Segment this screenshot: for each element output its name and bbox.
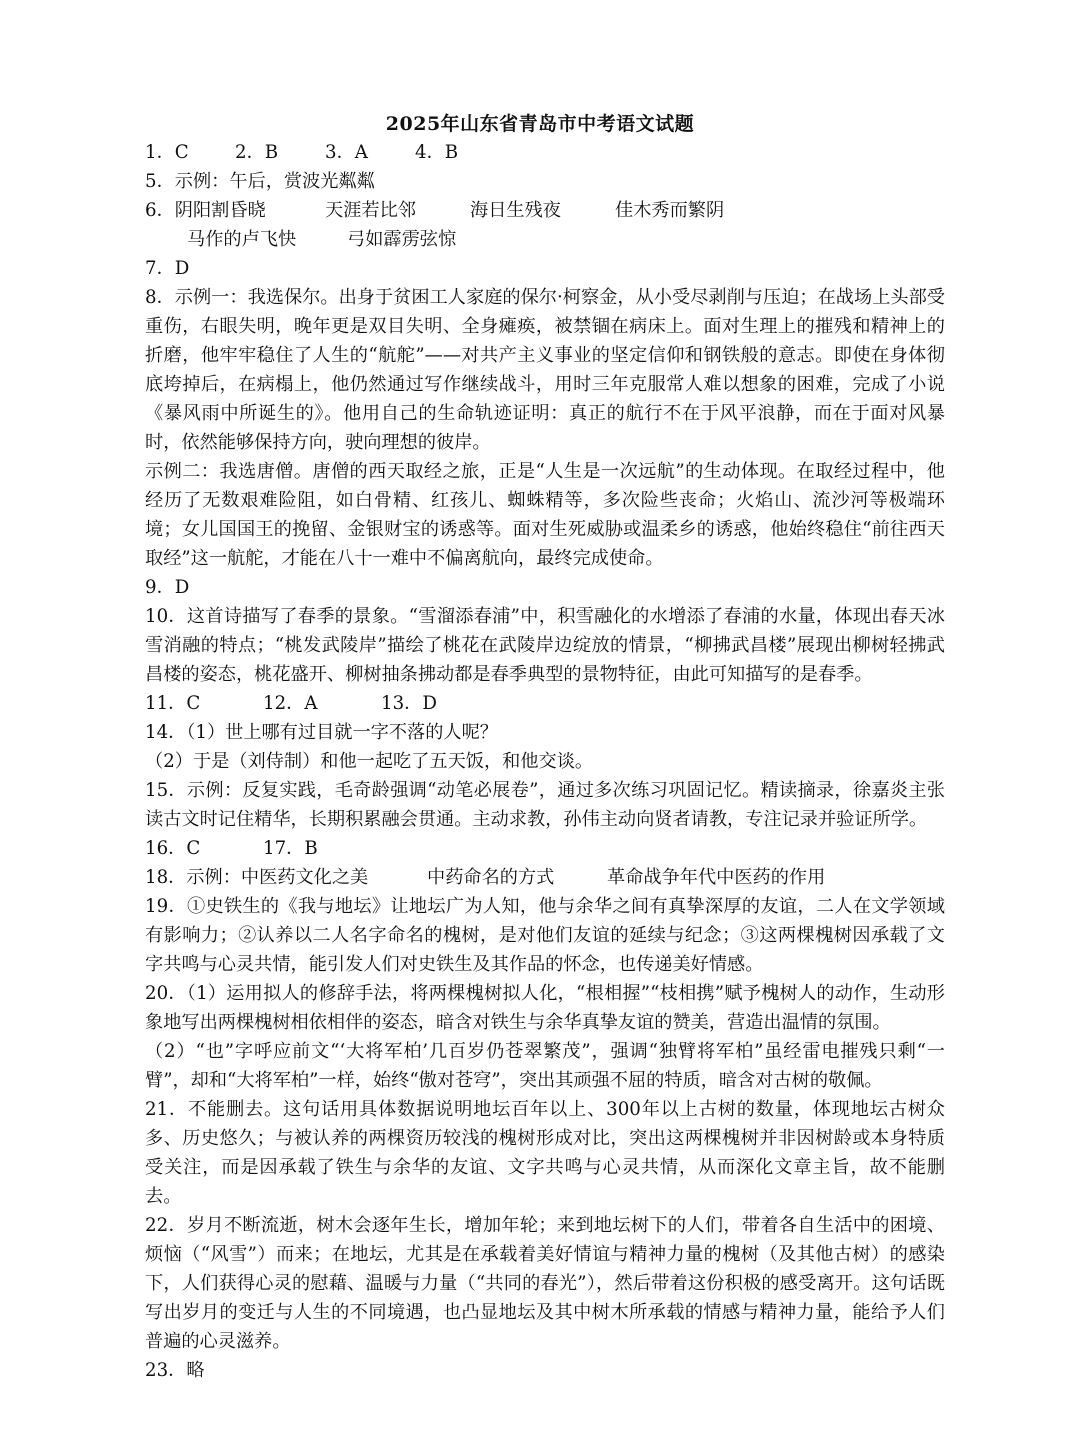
answer-6-item3: 海日生残夜: [470, 200, 561, 221]
answer-18-item3: 革命战争年代中医药的作用: [607, 867, 826, 888]
answer-20-part1: 20．（1）运用拟人的修辞手法，将两棵槐树拟人化，“根相握”“枝相携”赋予槐树人的动作，生动形象地写出两棵槐树相依相伴的姿态，暗含对铁生与余华真挚友谊的赞美，营造出温情的氛围。: [145, 983, 945, 1033]
answer-14-part1: 14．（1）世上哪有过目就一字不落的人呢？: [145, 722, 498, 743]
answer-21: 21．不能删去。这句话用具体数据说明地坛百年以上、300年以上古树的数量，体现地坛古树众多、历史悠久；与被认养的两棵资历较浅的槐树形成对比，突出这两棵槐树并非因树龄或本身特质受关注，而是因承载了铁生与余华的友谊、文字共鸣与心灵共情，从而深化文章主旨，故不能删去。: [145, 1099, 945, 1207]
answer-19: 19．①史铁生的《我与地坛》让地坛广为人知，他与余华之间有真挚深厚的友谊，二人在文学领域有影响力；②认养以二人名字命名的槐树，是对他们友谊的延续与纪念；③这两棵槐树因承载了文字共鸣与心灵共情，能引发人们对史铁生及其作品的怀念，也传递美好情感。: [145, 896, 945, 975]
answer-18-item1: 18．示例：中医药文化之美: [145, 867, 369, 888]
answer-3: 3．A: [325, 142, 368, 163]
answer-13: 13．D: [381, 693, 437, 714]
answers-16-17: [145, 834, 945, 863]
page-title: 2025年山东省青岛市中考语文试题: [385, 113, 695, 135]
answer-10: 10．这首诗描写了春季的景象。“雪溜添春浦”中，积雪融化的水增添了春浦的水量，体现出春天冰雪消融的特点；“桃发武陵岸”描绘了桃花在武陵岸边绽放的情景，“柳拂武昌楼”展现出柳树轻拂武昌楼的姿态，桃花盛开、柳树抽条拂动都是春季典型的景物特征，由此可知描写的是春季。: [145, 606, 945, 685]
answer-8-example2: 示例二：我选唐僧。唐僧的西天取经之旅，正是“人生是一次远航”的生动体现。在取经过程中，他经历了无数艰难险阻，如白骨精、红孩儿、蜘蛛精等，多次险些丧命；火焰山、流沙河等极端环境；女儿国国王的挽留、金银财宝的诱惑等。面对生死威胁或温柔乡的诱惑，他始终稳住“前往西天取经”这一航舵，才能在八十一难中不偏离航向，最终完成使命。: [145, 461, 945, 569]
answer-8-example1: 8．示例一：我选保尔。出身于贫困工人家庭的保尔·柯察金，从小受尽剥削与压迫；在战场上头部受重伤，右眼失明，晚年更是双目失明、全身瘫痪，被禁锢在病床上。面对生理上的摧残和精神上的折磨，他牢牢稳住了人生的“航舵”——对共产主义事业的坚定信仰和钢铁般的意志。即使在身体彻底垮掉后，在病榻上，他仍然通过写作继续战斗，用时三年克服常人难以想象的困难，完成了小说《暴风雨中所诞生的》。他用自己的生命轨迹证明：真正的航行不在于风平浪静，而在于面对风暴时，依然能够保持方向，驶向理想的彼岸。: [145, 287, 945, 453]
answers-11-13: [145, 689, 945, 718]
answer-17: 17．B: [263, 838, 318, 859]
answers-1-4: [145, 138, 945, 167]
answer-6-item6: 弓如霹雳弦惊: [347, 229, 457, 250]
answer-6-item1: 6．阴阳割昏晓: [145, 200, 266, 221]
answer-18-item2: 中药命名的方式: [427, 867, 555, 888]
answer-6-item5: 马作的卢飞快: [187, 229, 297, 250]
answer-5: 5．示例：午后，赏波光粼粼: [145, 171, 375, 192]
answer-2: 2．B: [235, 142, 279, 163]
answer-23: 23．略: [145, 1360, 205, 1381]
answer-22: 22．岁月不断流逝，树木会逐年生长，增加年轮；来到地坛树下的人们，带着各自生活中的困境、烦恼（“风雪”）而来；在地坛，尤其是在承载着美好情谊与精神力量的槐树（及其他古树）的感染下，人们获得心灵的慰藉、温暖与力量（“共同的春光”），然后带着这份积极的感受离开。这句话既写出岁月的变迁与人生的不同境遇，也凸显地坛及其中树木所承载的情感与精神力量，能给予人们普遍的心灵滋养。: [145, 1215, 945, 1352]
answer-18: [145, 863, 945, 892]
answer-7: 7．D: [145, 258, 190, 279]
answer-content: [145, 138, 945, 1385]
answer-1: 1．C: [145, 142, 189, 163]
answer-9: 9．D: [145, 577, 190, 598]
answer-6-item4: 佳木秀而繁阴: [615, 200, 725, 221]
answer-15: 15．示例：反复实践，毛奇龄强调“动笔必展卷”，通过多次练习巩固记忆。精读摘录，徐嘉炎主张读古文时记住精华，长期积累融会贯通。主动求教，孙伟主动向贤者请教，专注记录并验证所学。: [145, 780, 945, 830]
answer-4: 4．B: [415, 142, 459, 163]
answer-6-item2: 天涯若比邻: [325, 200, 416, 221]
answer-11: 11．C: [145, 693, 201, 714]
answer-6-row1: [145, 196, 945, 225]
answer-12: 12．A: [263, 693, 318, 714]
answer-20-part2: （2）“也”字呼应前文“‘大将军柏’几百岁仍苍翠繁茂”，强调“独臂将军柏”虽经雷电摧残只剩“一臂”，却和“大将军柏”一样，始终“傲对苍穹”，突出其顽强不屈的特质，暗含对古树的敬佩。: [145, 1041, 945, 1091]
answer-14-part2: （2）于是（刘侍制）和他一起吃了五天饭，和他交谈。: [145, 751, 594, 772]
answer-6-row2: [145, 225, 945, 254]
answer-16: 16．C: [145, 838, 201, 859]
